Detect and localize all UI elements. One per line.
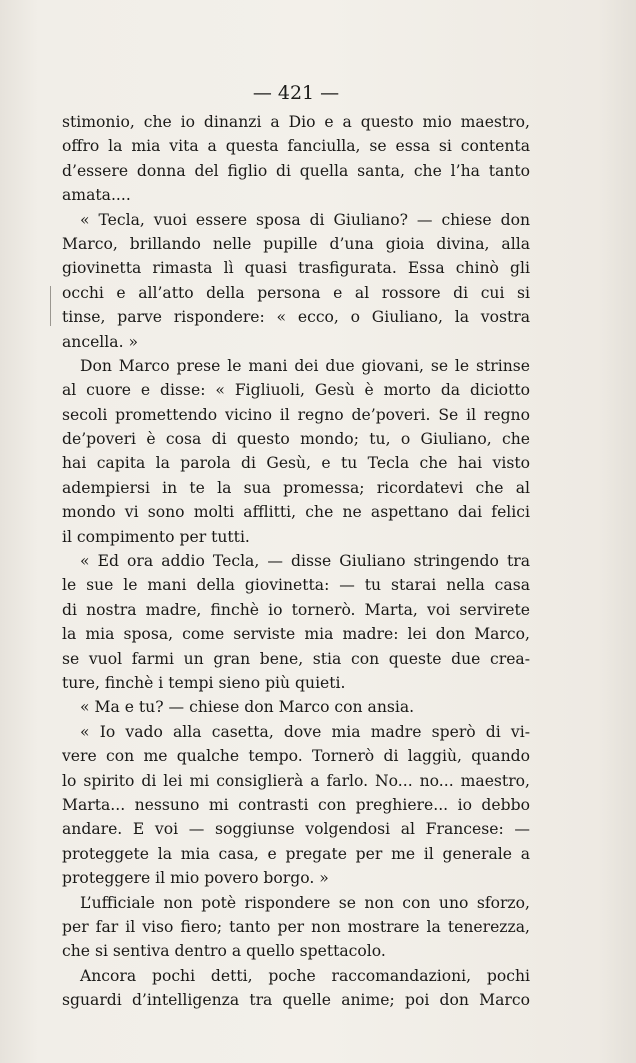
text-line: adempiersi in te la sua promessa; ricordatevi che al — [62, 478, 530, 497]
text-line: « Ed ora addio Tecla, — disse Giuliano stringendo tra — [80, 552, 530, 571]
text-line: che si sentiva dentro a quello spettacolo. — [62, 942, 386, 961]
text-line: Don Marco prese le mani dei due giovani, se le strinse — [80, 356, 530, 375]
text-line: Marta... nessuno mi contrasti con preghiere... io debbo — [62, 795, 530, 814]
text-line: sguardi d’intelligenza tra quelle anime; poi don Marco — [62, 991, 530, 1010]
text-line: tinse, parve rispondere: « ecco, o Giuliano, la vostra — [62, 308, 530, 327]
text-line: occhi e all’atto della persona e al rossore di cui si — [62, 283, 530, 302]
text-line: lo spirito di lei mi consiglierà a farlo. No... no... maestro, — [62, 771, 530, 790]
text-line: il compimento per tutti. — [62, 527, 250, 546]
page-number: — 421 — — [252, 82, 340, 104]
text-line: « Ma e tu? — chiese don Marco con ansia. — [80, 698, 415, 717]
text-line: proteggere il mio povero borgo. » — [62, 869, 329, 888]
text-line: proteggete la mia casa, e pregate per me il generale a — [62, 844, 530, 863]
text-line: al cuore e disse: « Figliuoli, Gesù è morto da diciotto — [62, 381, 530, 400]
margin-mark — [50, 286, 51, 326]
text-line: andare. E voi — soggiunse volgendosi al Francese: — — [62, 820, 530, 839]
text-line: di nostra madre, finchè io tornerò. Marta, voi servirete — [62, 600, 530, 619]
text-line: Ancora pochi detti, poche raccomandazioni, pochi — [80, 966, 530, 985]
text-line: vere con me qualche tempo. Tornerò di laggiù, quando — [62, 747, 530, 766]
text-line: se vuol farmi un gran bene, stia con queste due crea- — [62, 649, 530, 668]
text-line: L’ufficiale non potè rispondere se non con uno sforzo, — [80, 893, 530, 912]
text-line: la mia sposa, come serviste mia madre: lei don Marco, — [62, 625, 530, 644]
text-line: de’poveri è cosa di questo mondo; tu, o Giuliano, che — [62, 430, 530, 449]
text-line: stimonio, che io dinanzi a Dio e a questo mio maestro, — [62, 113, 530, 131]
text-line: per far il viso fiero; tanto per non mostrare la tenerezza, — [62, 917, 530, 936]
text-line: amata.... — [62, 186, 131, 205]
text-line: mondo vi sono molti afflitti, che ne aspettano dai felici — [62, 503, 530, 522]
text-line: offro la mia vita a questa fanciulla, se essa si contenta — [62, 137, 530, 156]
text-line: ture, finchè i tempi sieno più quieti. — [62, 673, 346, 692]
text-line: secoli promettendo vicino il regno de’poveri. Se il regno — [62, 405, 530, 424]
text-line: Marco, brillando nelle pupille d’una gioia divina, alla — [62, 234, 530, 253]
text-line: ancella. » — [62, 332, 139, 351]
text-line: « Tecla, vuoi essere sposa di Giuliano? — chiese don — [80, 210, 530, 229]
text-line: giovinetta rimasta lì quasi trasfigurata. Essa chinò gli — [62, 259, 530, 278]
text-line: d’essere donna del figlio di quella santa, che l’ha tanto — [62, 161, 530, 180]
text-line: hai capita la parola di Gesù, e tu Tecla che hai visto — [62, 454, 530, 473]
text-line: le sue le mani della giovinetta: — tu starai nella casa — [62, 576, 530, 595]
page-body-text — [62, 110, 530, 1012]
text-line: « Io vado alla casetta, dove mia madre sperò di vi- — [80, 722, 530, 741]
